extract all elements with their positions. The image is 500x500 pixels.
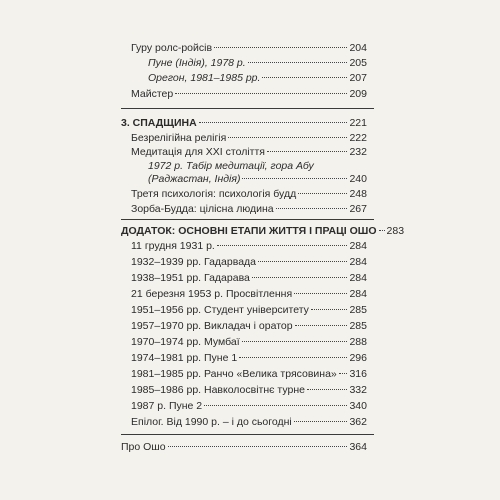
toc-section-heading[interactable] [121,225,405,238]
toc-entry[interactable] [131,256,367,269]
toc-entry-title: 1951–1956 рр. Студент університету [131,304,309,316]
toc-entry-page: 284 [349,272,367,284]
toc-entry-title-line2: (Раджастан, Індія) [148,173,241,185]
toc-entry-page: 316 [349,368,367,380]
toc-entry-title: 1970–1974 рр. Мумбаї [131,336,240,348]
toc-entry-page: 288 [349,336,367,348]
toc-entry[interactable] [131,384,367,397]
toc-entry-title: Пуне (Індія), 1978 р. [148,57,246,69]
dot-leader [267,151,348,152]
toc-entry-page: 362 [349,416,367,428]
toc-entry-title: 1974–1981 рр. Пуне 1 [131,352,238,364]
toc-entry-page: 232 [349,146,367,158]
toc-entry[interactable] [131,368,367,381]
toc-entry-page: 284 [349,240,367,252]
toc-entry-page: 248 [349,188,367,200]
toc-entry-page: 285 [349,304,367,316]
dot-leader [298,193,347,194]
toc-entry[interactable] [131,272,367,285]
toc-entry[interactable] [131,304,367,317]
toc-entry-title: Епілог. Від 1990 р. – і до сьогодні [131,416,292,428]
toc-entry-page: 222 [349,132,367,144]
appendix-title: ДОДАТОК: ОСНОВНІ ЕТАПИ ЖИТТЯ І ПРАЦІ ОШО [121,225,377,237]
dot-leader [168,446,348,447]
toc-entry-page: 284 [349,288,367,300]
dot-leader [204,405,347,406]
toc-entry-page: 204 [349,42,367,54]
toc-entry-title: 1932–1939 рр. Гадарвада [131,256,256,268]
toc-entry-title: 1957–1970 рр. Викладач і оратор [131,320,293,332]
toc-entry-page: 332 [349,384,367,396]
toc-entry-title: Про Ошо [121,441,166,453]
toc-entry[interactable] [131,336,367,349]
toc-entry[interactable] [131,188,367,201]
dot-leader [295,325,348,326]
toc-entry-title: Зорба-Будда: цілісна людина [131,203,274,215]
toc-entry-page: 205 [349,57,367,69]
toc-entry-title: Орегон, 1981–1985 рр. [148,72,261,84]
section-divider [121,108,374,109]
toc-entry-multiline-first[interactable] [148,160,367,173]
dot-leader [294,293,347,294]
toc-entry[interactable] [131,203,367,216]
toc-entry-title: Гуру ролс-ройсів [131,42,213,54]
toc-entry[interactable] [131,42,367,55]
toc-entry[interactable] [131,352,367,365]
toc-entry-title: Медитація для XXI століття [131,146,265,158]
toc-entry-page: 267 [349,203,367,215]
toc-entry[interactable] [131,88,367,101]
section-title: 3. СПАДЩИНА [121,117,197,129]
dot-leader [294,421,348,422]
toc-entry-page: 207 [349,72,367,84]
toc-entry-page: 285 [349,320,367,332]
dot-leader [276,208,348,209]
toc-entry[interactable] [131,288,367,301]
dot-leader [248,62,348,63]
toc-entry[interactable] [148,57,367,70]
toc-entry-title: Безрелігійна релігія [131,132,227,144]
toc-entry[interactable] [131,132,367,145]
toc-entry-title-line1: 1972 р. Табір медитації, гора Абу [148,160,314,172]
toc-entry-page: 340 [349,400,367,412]
toc-entry[interactable] [131,400,367,413]
dot-leader [242,341,348,342]
toc-entry-title: 11 грудня 1931 р. [131,240,215,252]
section-page: 221 [349,117,367,129]
toc-entry-page: 296 [349,352,367,364]
toc-entry-title: Майстер [131,88,174,100]
toc-entry-page: 364 [349,441,367,453]
toc-entry-title: 21 березня 1953 р. Просвітлення [131,288,293,300]
dot-leader [199,122,348,123]
appendix-page: 283 [386,225,405,237]
toc-entry-page: 284 [349,256,367,268]
dot-leader [214,47,347,48]
dot-leader [311,309,348,310]
dot-leader [217,245,348,246]
toc-entry[interactable] [131,240,367,253]
toc-entry[interactable] [131,416,367,429]
dot-leader [307,389,347,390]
dot-leader [239,357,347,358]
toc-entry-title: 1938–1951 рр. Гадарава [131,272,250,284]
dot-leader [379,230,385,231]
toc-entry-title: 1987 р. Пуне 2 [131,400,203,412]
dot-leader [258,261,347,262]
dot-leader [175,93,347,94]
dot-leader [339,373,348,374]
toc-entry-title: 1985–1986 рр. Навколосвітнє турне [131,384,305,396]
toc-entry-title: Третя психологія: психологія будд [131,188,297,200]
dot-leader [262,77,347,78]
dot-leader [228,137,347,138]
toc-entry[interactable] [148,173,367,186]
toc-section-heading[interactable] [121,117,367,130]
toc-entry-title: 1981–1985 рр. Ранчо «Велика трясовина» [131,368,337,380]
section-divider [121,434,374,435]
toc-entry[interactable] [148,72,367,85]
toc-entry-page: 209 [349,88,367,100]
toc-entry[interactable] [131,146,367,159]
dot-leader [242,178,347,179]
toc-entry[interactable] [131,320,367,333]
toc-entry[interactable] [121,441,367,454]
section-divider [121,219,374,220]
dot-leader [252,277,348,278]
toc-entry-page: 240 [349,173,367,185]
